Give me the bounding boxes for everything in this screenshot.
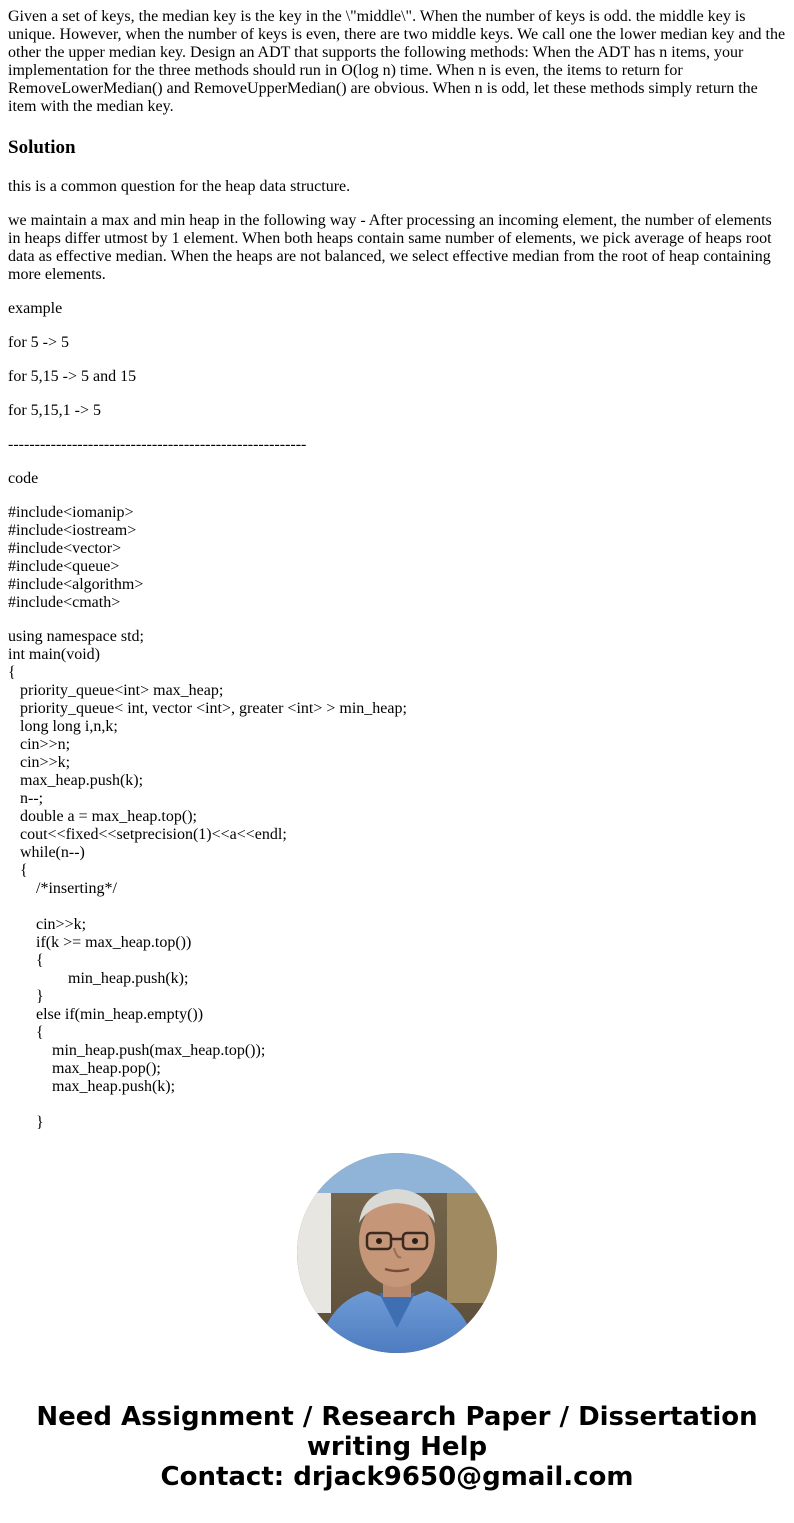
code-line: int main(void) bbox=[8, 646, 100, 663]
footer-line: Need Assignment / Research Paper / Dissertation bbox=[36, 1402, 758, 1432]
question-text: Given a set of keys, the median key is the key in the \"middle\". When the number of keys is odd. the middle key is unique. However, when the number of keys is even, there are two middle keys. We call one the lower median key and the other the upper median key. Design an ADT that supports the following methods: When the ADT has n items, your implementation for the three methods should run in O(log n) time. When n is even, the items to return for RemoveLowerMedian() and RemoveUpperMedian() are obvious. When n is odd, let these methods simply return the item with the median key. bbox=[8, 8, 786, 115]
code-line: min_heap.push(max_heap.top()); bbox=[8, 1042, 266, 1059]
code-line: long long i,n,k; bbox=[8, 718, 118, 735]
code-line: min_heap.push(k); bbox=[8, 970, 189, 987]
example-line: for 5,15,1 -> 5 bbox=[8, 402, 102, 419]
example-line: for 5 -> 5 bbox=[8, 334, 70, 351]
code-line: { bbox=[8, 862, 28, 879]
code-line: { bbox=[8, 1024, 44, 1041]
code-line: max_heap.push(k); bbox=[8, 772, 144, 789]
code-line: if(k >= max_heap.top()) bbox=[8, 934, 192, 951]
code-line: priority_queue<int> max_heap; bbox=[8, 682, 224, 699]
code-line: max_heap.pop(); bbox=[8, 1060, 161, 1077]
example-line: for 5,15 -> 5 and 15 bbox=[8, 368, 137, 385]
code-line: cin>>k; bbox=[8, 754, 71, 771]
include-line: #include<iomanip> bbox=[8, 504, 134, 521]
code-line: else if(min_heap.empty()) bbox=[8, 1006, 204, 1023]
code-block bbox=[8, 628, 786, 1132]
include-line: #include<cmath> bbox=[8, 594, 121, 611]
solution-explanation: we maintain a max and min heap in the following way - After processing an incoming element, the number of elements in heaps differ utmost by 1 element. When both heaps contain same number of elements, we pick average of heaps root data as effective median. When the heaps are not balanced, we select effective median from the root of heap containing more elements. bbox=[8, 212, 772, 283]
code-line: n--; bbox=[8, 790, 44, 807]
code-line: cin>>n; bbox=[8, 736, 71, 753]
solution-intro: this is a common question for the heap data structure. bbox=[8, 178, 351, 195]
code-line bbox=[8, 1096, 786, 1114]
code-line: cin>>k; bbox=[8, 916, 87, 933]
code-line: priority_queue< int, vector <int>, greater <int> > min_heap; bbox=[8, 700, 407, 717]
footer-contact: Contact: drjack9650@gmail.com bbox=[160, 1462, 634, 1492]
code-line: /*inserting*/ bbox=[8, 880, 117, 897]
include-block bbox=[8, 504, 786, 612]
code-line: { bbox=[8, 664, 16, 681]
code-line bbox=[8, 898, 786, 916]
include-line: #include<vector> bbox=[8, 540, 122, 557]
include-line: #include<queue> bbox=[8, 558, 120, 575]
footer-ad bbox=[0, 1402, 794, 1492]
code-line: max_heap.push(k); bbox=[8, 1078, 176, 1095]
code-line: { bbox=[8, 952, 44, 969]
document-body bbox=[8, 8, 786, 1132]
author-avatar bbox=[297, 1153, 497, 1353]
code-line: } bbox=[8, 988, 44, 1005]
code-label: code bbox=[8, 470, 39, 487]
code-line: } bbox=[8, 1114, 44, 1131]
code-line: while(n--) bbox=[8, 844, 85, 861]
separator-line: -------------------------------------------------------- bbox=[8, 436, 307, 453]
code-line: cout<<fixed<<setprecision(1)<<a<<endl; bbox=[8, 826, 287, 843]
code-line: using namespace std; bbox=[8, 628, 144, 645]
include-line: #include<iostream> bbox=[8, 522, 137, 539]
solution-heading: Solution bbox=[8, 137, 76, 158]
include-line: #include<algorithm> bbox=[8, 576, 144, 593]
example-label: example bbox=[8, 300, 63, 317]
footer-line: writing Help bbox=[306, 1432, 488, 1462]
code-line: double a = max_heap.top(); bbox=[8, 808, 197, 825]
